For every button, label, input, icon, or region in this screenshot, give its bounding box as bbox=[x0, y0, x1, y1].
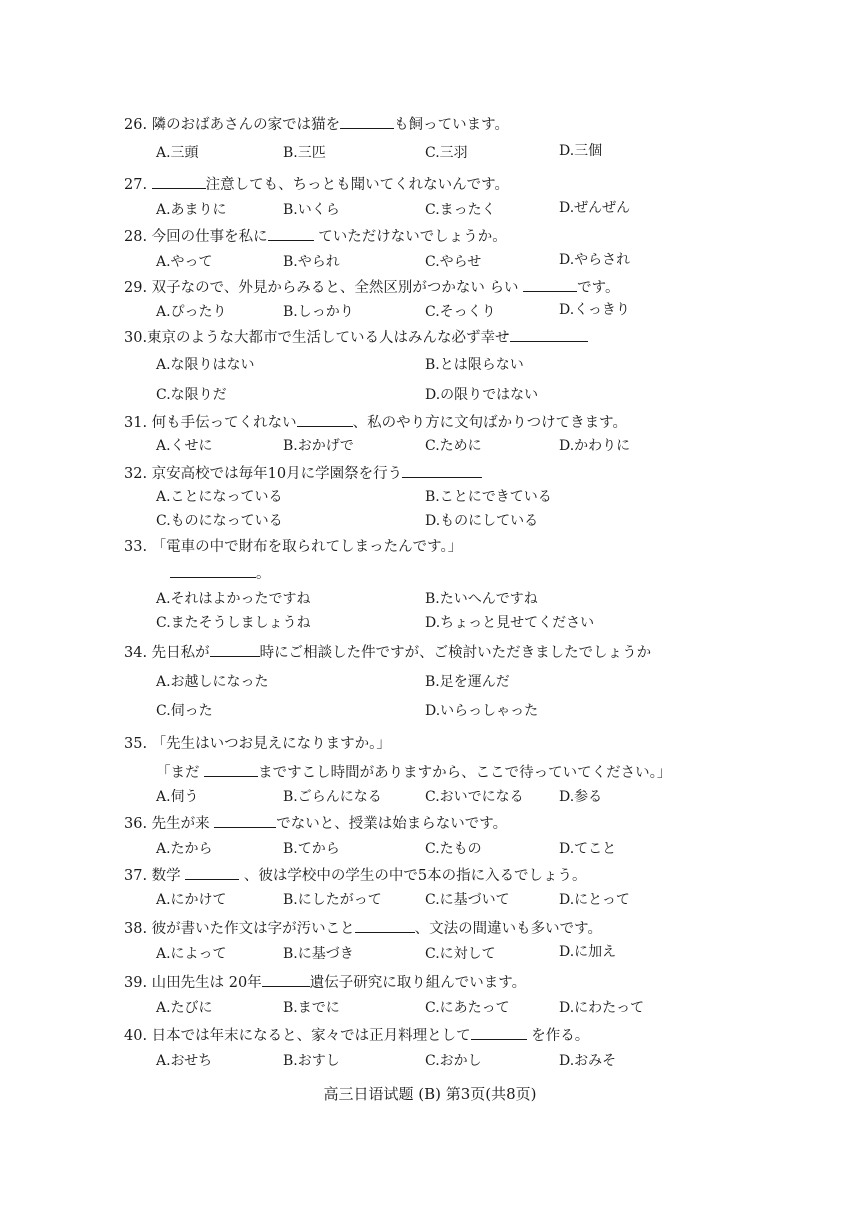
question-27 bbox=[124, 174, 509, 195]
question-33 bbox=[124, 537, 462, 557]
question-text: 35. 「先生はいつお見えになりますか。」 bbox=[124, 736, 391, 752]
option-b: B.に基づき bbox=[283, 946, 354, 962]
option-b: B.足を運んだ bbox=[425, 674, 510, 690]
option-b: B.にしたがって bbox=[283, 892, 382, 908]
option-a: A.たびに bbox=[156, 1000, 213, 1016]
option-a: A.くせに bbox=[156, 438, 213, 454]
question-29 bbox=[124, 277, 619, 298]
answer-blank bbox=[523, 277, 577, 292]
question-34 bbox=[124, 642, 651, 663]
option-c: C.やらせ bbox=[425, 254, 482, 270]
question-text: ていただけないでしょうか。 bbox=[313, 229, 507, 245]
option-a: A.あまりに bbox=[156, 202, 227, 218]
question-38 bbox=[124, 918, 602, 939]
option-a: A.おせち bbox=[156, 1053, 213, 1069]
question-text: 注意しても、ちっとも聞いてくれないんです。 bbox=[205, 177, 510, 193]
question-text: 38. 彼が書いた作文は字が汚いこと bbox=[124, 921, 355, 937]
option-a: A.やって bbox=[156, 254, 213, 270]
page-footer: 高三日语试题 (B) 第3页(共8页) bbox=[323, 1085, 537, 1103]
answer-blank bbox=[471, 1025, 527, 1040]
option-a: A.ことになっている bbox=[156, 489, 283, 505]
question-text: 28. 今回の仕事を私に bbox=[124, 229, 268, 245]
option-c: C.に基づいて bbox=[425, 892, 510, 908]
option-b: B.てから bbox=[283, 841, 340, 857]
option-d: D.参る bbox=[559, 789, 603, 805]
question-32 bbox=[124, 463, 482, 484]
option-b: B.ごらんになる bbox=[283, 789, 382, 805]
option-b: B.しっかり bbox=[283, 304, 354, 320]
question-text: 37. 数学 bbox=[124, 868, 186, 884]
answer-blank bbox=[152, 174, 206, 189]
option-c: C.まったく bbox=[425, 202, 496, 218]
option-d: D.にとって bbox=[559, 892, 630, 908]
option-a: A.三頭 bbox=[156, 145, 199, 161]
question-text: 26. 隣のおばあさんの家では猫を bbox=[124, 117, 341, 133]
answer-blank bbox=[510, 327, 588, 342]
option-d: D.に加え bbox=[559, 944, 617, 960]
option-d: D.やらされ bbox=[559, 252, 631, 268]
question-text: 29. 双子なので、外見からみると、全然区別がつかない らい bbox=[124, 280, 524, 296]
option-b: B.いくら bbox=[283, 202, 340, 218]
question-26 bbox=[124, 114, 509, 135]
question-text: 、文法の間違いも多いです。 bbox=[414, 921, 603, 937]
option-c: C.ものになっている bbox=[156, 513, 283, 529]
option-a: A.伺う bbox=[156, 789, 199, 805]
option-b: B.たいへんですね bbox=[425, 591, 538, 607]
option-b: B.やられ bbox=[283, 254, 340, 270]
option-c: C.そっくり bbox=[425, 304, 496, 320]
question-text: 時にご相談した件ですが、ご検討いただきましたでしょうか bbox=[259, 645, 652, 661]
question-text: 32. 京安高校では毎年10月に学園祭を行う bbox=[124, 466, 403, 482]
option-d: D.ぜんぜん bbox=[559, 200, 631, 216]
question-30 bbox=[124, 327, 588, 348]
question-text: を作る。 bbox=[526, 1028, 590, 1044]
answer-blank bbox=[402, 463, 482, 478]
question-text: 40. 日本では年末になると、家々では正月料理として bbox=[124, 1028, 471, 1044]
answer-blank bbox=[210, 642, 260, 657]
question-text: も飼っています。 bbox=[394, 117, 510, 133]
question-text: 、彼は学校中の学生の中で5本の指に入るでしょう。 bbox=[239, 868, 587, 884]
question-text: 遺伝子研究に取り組んでいます。 bbox=[309, 975, 527, 991]
option-a: A.お越しになった bbox=[156, 674, 269, 690]
question-text: 。 bbox=[256, 566, 271, 582]
answer-blank bbox=[262, 972, 310, 987]
option-c: C.にあたって bbox=[425, 1000, 510, 1016]
option-b: B.までに bbox=[283, 1000, 340, 1016]
question-40 bbox=[124, 1025, 589, 1046]
answer-blank bbox=[170, 563, 256, 578]
question-text: です。 bbox=[577, 280, 620, 296]
answer-line bbox=[170, 563, 271, 584]
question-text: 31. 何も手伝ってくれない bbox=[124, 415, 297, 431]
option-a: A.にかけて bbox=[156, 892, 227, 908]
question-31 bbox=[124, 412, 627, 433]
option-c: C.おいでになる bbox=[425, 789, 524, 805]
option-a: A.な限りはない bbox=[156, 357, 255, 373]
option-b: B.三匹 bbox=[283, 145, 326, 161]
option-d: D.の限りではない bbox=[425, 387, 539, 403]
answer-blank bbox=[185, 865, 239, 880]
question-text: 27. bbox=[124, 177, 152, 193]
option-a: A.ぴったり bbox=[156, 304, 227, 320]
answer-blank bbox=[355, 918, 415, 933]
option-d: D.三個 bbox=[559, 143, 603, 159]
question-text: 「まだ bbox=[156, 765, 205, 781]
option-d: D.ちょっと見せてください bbox=[425, 615, 595, 631]
question-text: 39. 山田先生は 20年 bbox=[124, 975, 262, 991]
option-d: D.くっきり bbox=[559, 302, 630, 318]
answer-blank bbox=[214, 813, 276, 828]
option-c: C.たもの bbox=[425, 841, 482, 857]
option-d: D.おみそ bbox=[559, 1053, 617, 1069]
option-c: C.に対して bbox=[425, 946, 496, 962]
question-text: 33. 「電車の中で財布を取られてしまったんです。」 bbox=[124, 539, 463, 555]
option-b: B.おかげで bbox=[283, 438, 354, 454]
question-text: まですこし時間がありますから、ここで待っていてください。」 bbox=[258, 765, 672, 781]
question-text: 、私のやり方に文句ばかりつけてきます。 bbox=[352, 415, 628, 431]
question-text: 34. 先日私が bbox=[124, 645, 210, 661]
option-d: D.にわたって bbox=[559, 1000, 645, 1016]
option-d: D.ものにしている bbox=[425, 513, 539, 529]
question-36 bbox=[124, 813, 507, 834]
answer-blank bbox=[268, 226, 314, 241]
option-d: D.てこと bbox=[559, 841, 617, 857]
question-text: 30.東京のような大都市で生活している人はみんな必ず幸せ bbox=[124, 330, 510, 346]
option-a: A.それはよかったですね bbox=[156, 591, 311, 607]
option-b: B.おすし bbox=[283, 1053, 340, 1069]
option-d: D.かわりに bbox=[559, 438, 631, 454]
option-c: C.三羽 bbox=[425, 145, 468, 161]
option-b: B.とは限らない bbox=[425, 357, 524, 373]
option-a: A.によって bbox=[156, 946, 227, 962]
answer-blank bbox=[340, 114, 394, 129]
option-c: C.伺った bbox=[156, 703, 213, 719]
option-b: B.ことにできている bbox=[425, 489, 552, 505]
question-35-dialogue bbox=[156, 762, 671, 783]
option-c: C.またそうしましょうね bbox=[156, 615, 311, 631]
question-text: でないと、授業は始まらないです。 bbox=[276, 816, 508, 832]
answer-blank bbox=[297, 412, 353, 427]
option-d: D.いらっしゃった bbox=[425, 703, 539, 719]
answer-blank bbox=[204, 762, 258, 777]
question-28 bbox=[124, 226, 507, 247]
option-a: A.たから bbox=[156, 841, 213, 857]
question-text: 36. 先生が来 bbox=[124, 816, 215, 832]
option-c: C.ために bbox=[425, 438, 482, 454]
question-35 bbox=[124, 734, 391, 754]
option-c: C.おかし bbox=[425, 1053, 482, 1069]
option-c: C.な限りだ bbox=[156, 387, 227, 403]
question-39 bbox=[124, 972, 526, 993]
question-37 bbox=[124, 865, 586, 886]
